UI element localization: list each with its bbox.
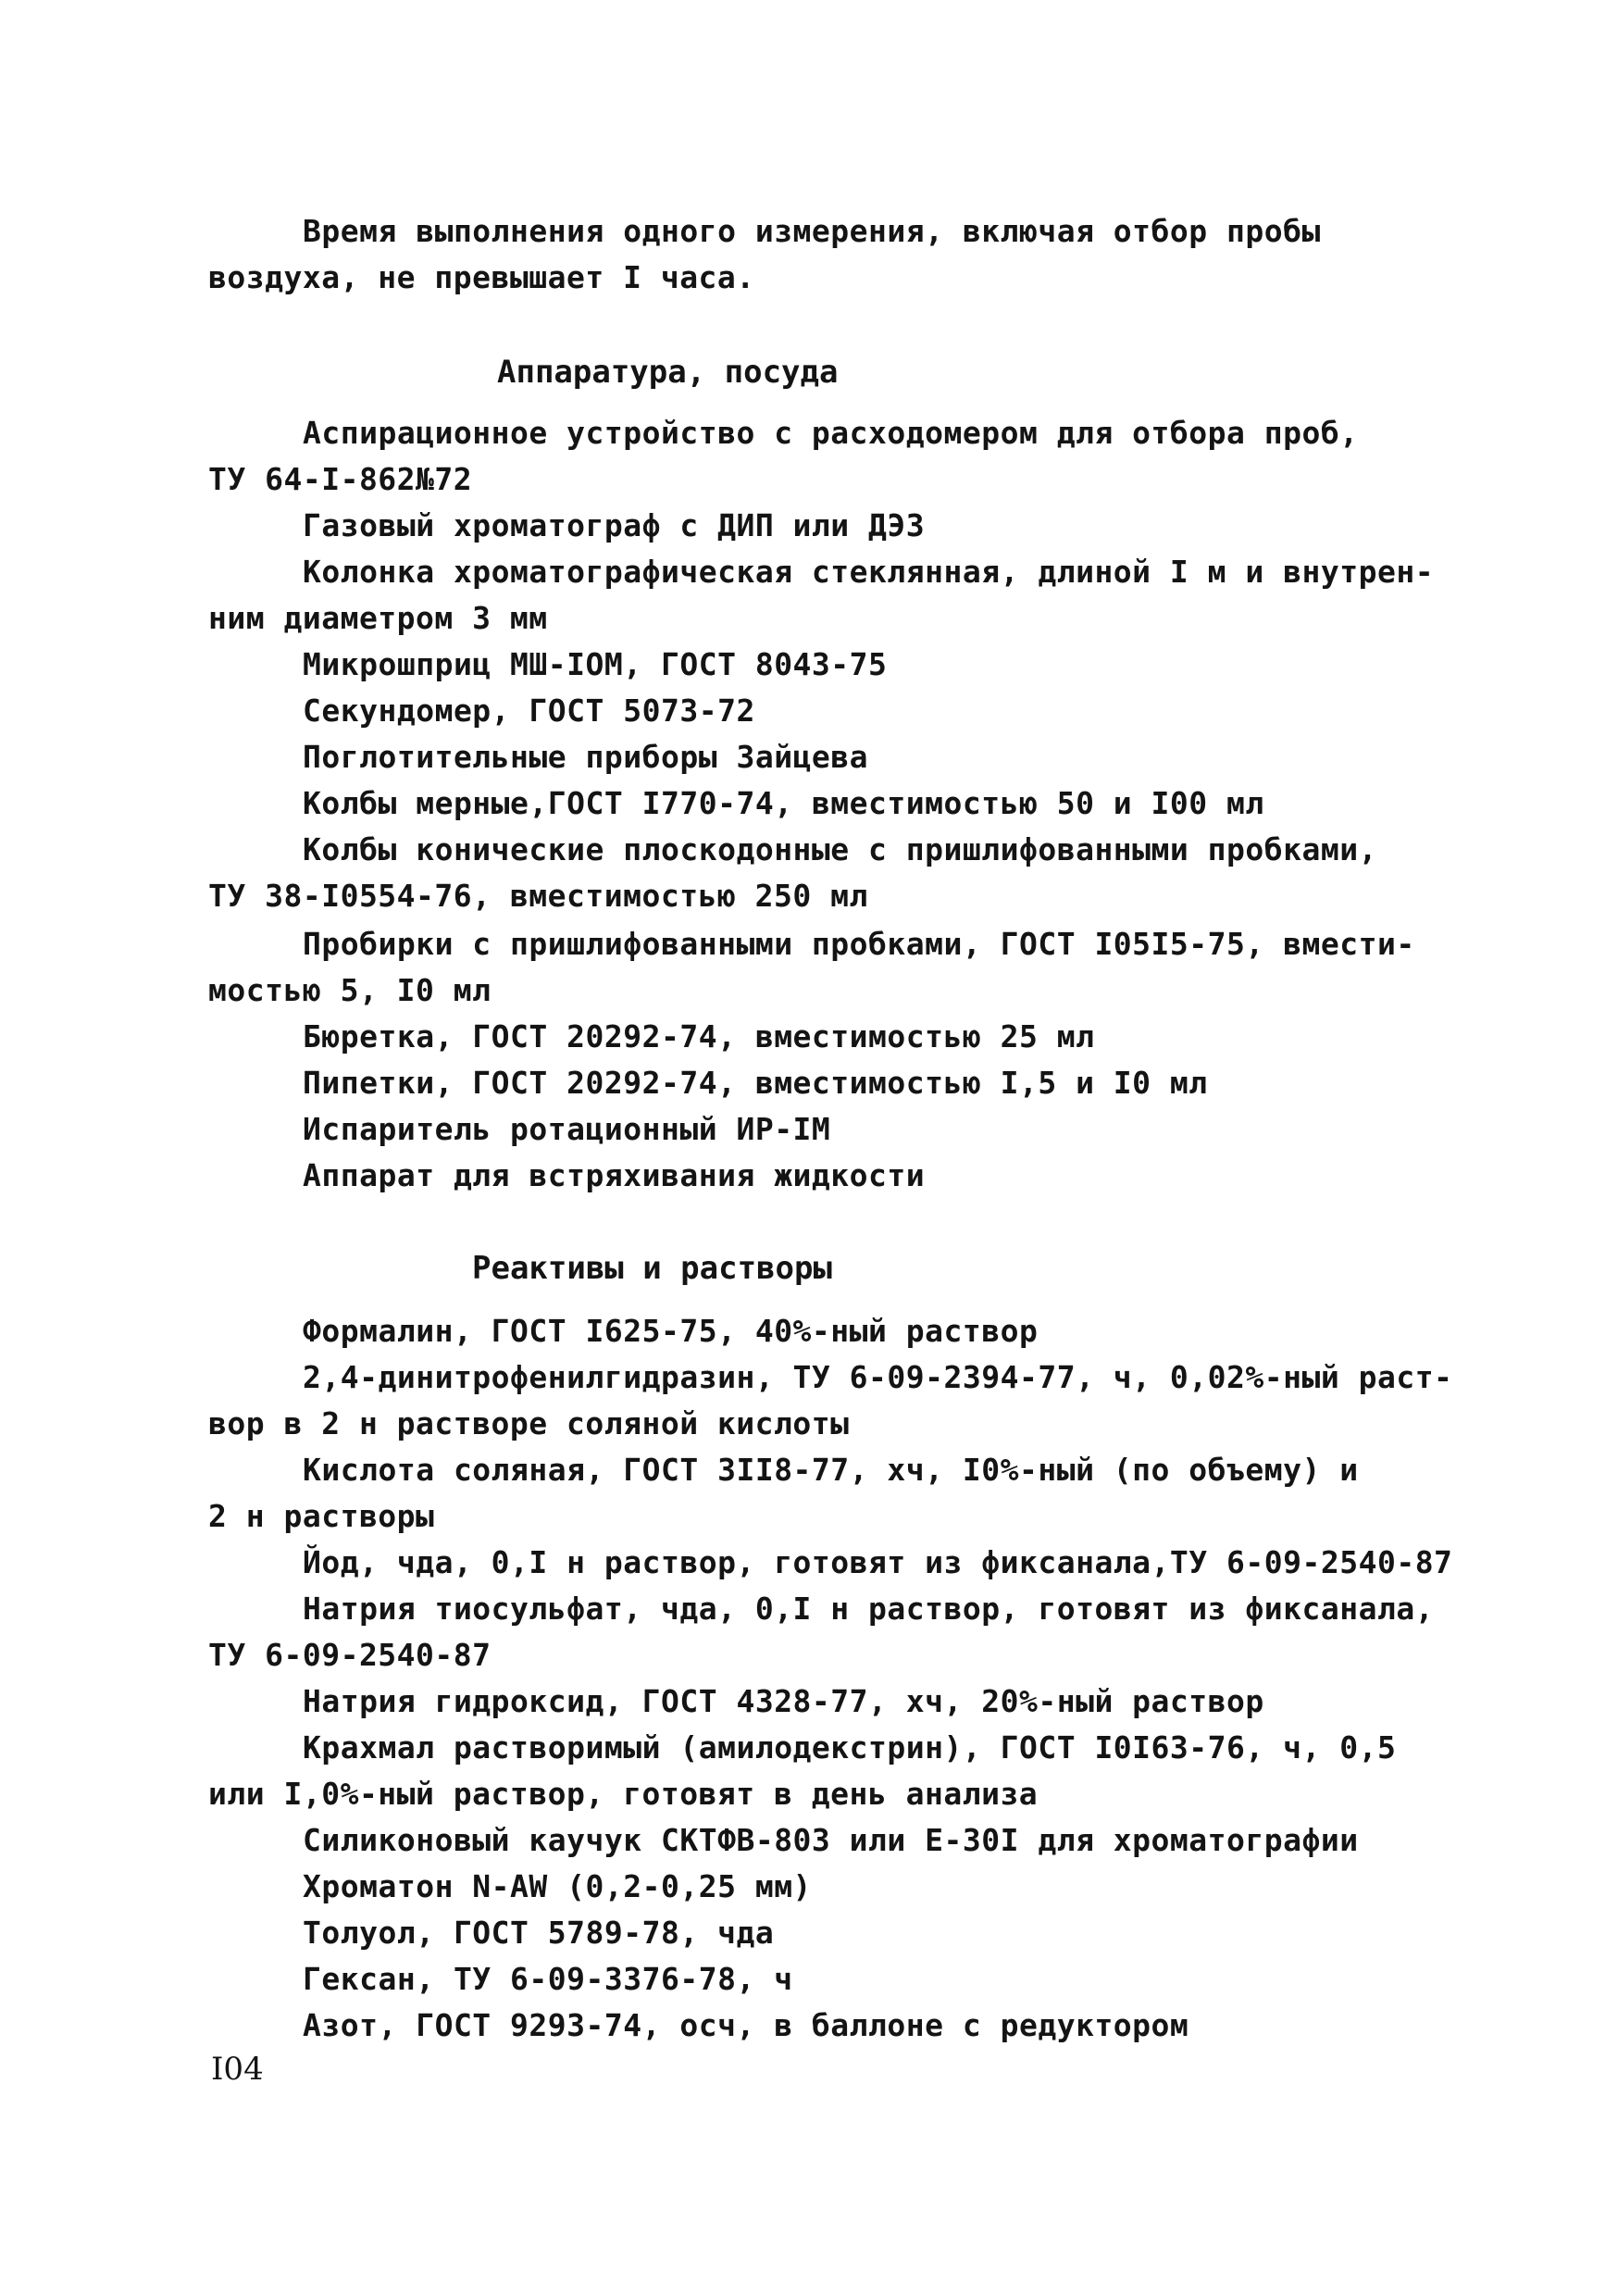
page-number: I04 [211,2051,264,2088]
apparatus-line: Микрошприц МШ-IOM, ГОСТ 8043-75 [303,646,888,682]
apparatus-heading: Аппаратура, посуда [497,354,839,391]
reagents-line: вор в 2 н растворе соляной кислоты [208,1405,850,1441]
apparatus-line: Газовый хроматограф с ДИП или ДЭЗ [303,507,926,543]
reagents-line: Кислота соляная, ГОСТ 3II8-77, хч, I0%-ный (по объему) и [303,1452,1359,1488]
reagents-line: Натрия гидроксид, ГОСТ 4328-77, хч, 20%-ный раствор [303,1683,1264,1719]
apparatus-line: мостью 5, I0 мл [208,972,492,1008]
apparatus-line: ТУ 38-I0554-76, вместимостью 250 мл [208,878,868,914]
apparatus-line: Колбы мерные,ГОСТ I770-74, вместимостью 50 и I00 мл [303,785,1264,821]
reagents-line: Азот, ГОСТ 9293-74, осч, в баллоне с редуктором [303,2007,1189,2043]
reagents-line: 2 н растворы [208,1498,435,1534]
reagents-line: Хроматон N-AW (0,2-0,25 мм) [303,1868,812,1904]
reagents-line: 2,4-динитрофенилгидразин, ТУ 6-09-2394-77, ч, 0,02%-ный раст- [303,1359,1453,1395]
apparatus-line: Колонка хроматографическая стеклянная, длиной I м и внутрен- [303,554,1435,590]
reagents-line: Формалин, ГОСТ I625-75, 40%-ный раствор [303,1313,1039,1349]
apparatus-line: Бюретка, ГОСТ 20292-74, вместимостью 25 мл [303,1018,1095,1054]
reagents-line: Йод, чда, 0,I н раствор, готовят из фиксанала,ТУ 6-09-2540-87 [303,1544,1453,1580]
apparatus-line: Испаритель ротационный ИР-IМ [303,1111,831,1147]
apparatus-line: Пробирки с пришлифованными пробками, ГОСТ I05I5-75, вмести- [303,926,1415,962]
apparatus-line: Поглотительные приборы Зайцева [303,739,869,775]
apparatus-line: Аспирационное устройство с расходомером для отбора проб, [303,415,1359,451]
reagents-line: Силиконовый каучук СКТФВ-803 или Е-30I для хроматографии [303,1822,1359,1858]
apparatus-line: Секундомер, ГОСТ 5073-72 [303,693,755,729]
apparatus-line: ТУ 64-I-862№72 [208,461,473,497]
reagents-heading: Реактивы и растворы [472,1250,832,1287]
reagents-line: Гексан, ТУ 6-09-3376-78, ч [303,1961,793,1997]
apparatus-line: Аппарат для встряхивания жидкости [303,1157,926,1193]
intro-line-2: воздуха, не превышает I часа. [208,259,755,295]
reagents-line: Толуол, ГОСТ 5789-78, чда [303,1915,775,1951]
reagents-line: Натрия тиосульфат, чда, 0,I н раствор, готовят из фиксанала, [303,1591,1435,1627]
apparatus-line: Колбы конические плоскодонные с пришлифованными пробками, [303,831,1377,867]
intro-line-1: Время выполнения одного измерения, включая отбор пробы [303,213,1321,249]
reagents-line: Крахмал растворимый (амилодекстрин), ГОСТ I0I63-76, ч, 0,5 [303,1729,1397,1766]
apparatus-line: ним диаметром 3 мм [208,600,548,636]
apparatus-line: Пипетки, ГОСТ 20292-74, вместимостью I,5 и I0 мл [303,1065,1208,1101]
reagents-line: ТУ 6-09-2540-87 [208,1637,492,1673]
reagents-line: или I,0%-ный раствор, готовят в день анализа [208,1776,1039,1812]
